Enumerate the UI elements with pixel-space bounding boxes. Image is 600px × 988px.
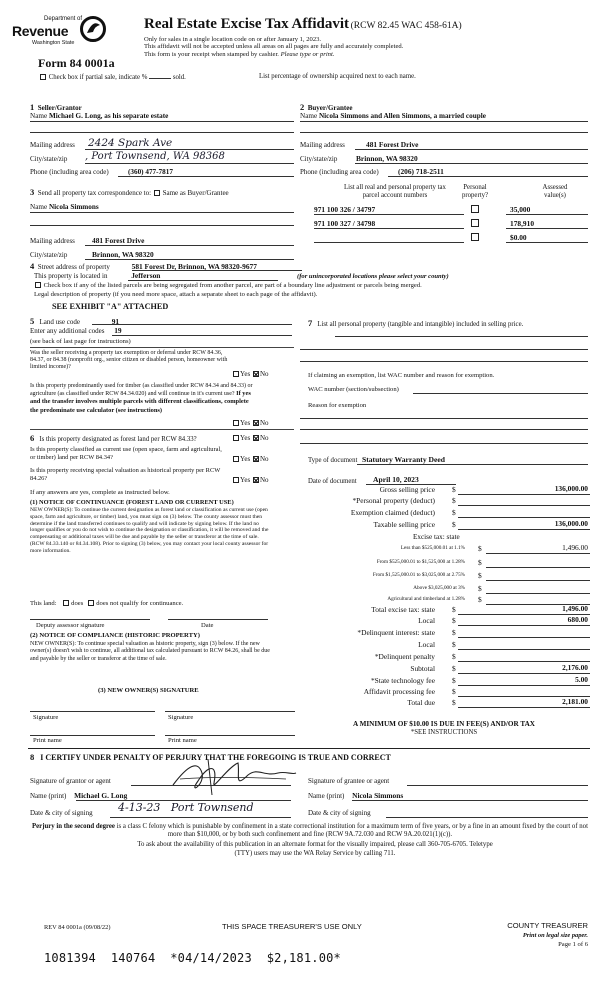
partial-sale-checkbox[interactable] <box>40 74 46 80</box>
historic-yes-checkbox[interactable] <box>233 477 239 483</box>
excise-state-label: Excise tax: state <box>413 533 460 541</box>
personal-property-checkbox[interactable] <box>471 205 479 213</box>
notice-compliance-title: (2) NOTICE OF COMPLIANCE (HISTORIC PROPERTY) <box>30 632 200 639</box>
legal-note: Legal description of property (if you need more space, attach a separate sheet to each page of the affidavit). <box>34 291 318 298</box>
historic-no-checkbox[interactable] <box>253 477 259 483</box>
form-title-rcw: (RCW 82.45 WAC 458-61A) <box>350 21 462 31</box>
treasurer-stamp: 1081394 140764 *04/14/2023 $2,181.00* <box>44 951 341 965</box>
timber-no-checkbox[interactable] <box>253 420 259 426</box>
print-legal-note: Print on legal size paper. <box>522 932 588 939</box>
personal-property-checkbox[interactable] <box>471 233 479 241</box>
if-yes-note: If any answers are yes, complete as instructed below. <box>30 489 170 496</box>
agency-logo <box>10 14 132 54</box>
exemption-no-checkbox[interactable] <box>253 371 259 377</box>
exemption-answer: Yes No <box>232 370 269 378</box>
grantee-date-row: Date & city of signing <box>308 809 371 817</box>
wac-label: WAC number (section/subsection) <box>308 386 399 393</box>
partial-sale-sold: sold. <box>172 74 186 81</box>
seller-city-label: City/state/zip <box>30 155 68 163</box>
exemption-yes-checkbox[interactable] <box>233 371 239 377</box>
buyer-name[interactable]: Nicola Simmons and Allen Simmons, a married couple <box>318 112 486 120</box>
owner-signature-label-2: Signature <box>168 714 194 721</box>
see-back-note: (see back of last page for instructions) <box>30 338 131 345</box>
document-date-label: Date of document <box>308 478 357 485</box>
correspondence-city-label: City/state/zip <box>30 251 68 259</box>
historic-question: Is this property receiving special valuation as historical property per RCW 84.26? <box>30 467 221 482</box>
grantor-date-row: Date & city of signing <box>30 809 93 817</box>
fee-local: Local $ 680.00 <box>418 615 588 625</box>
buyer-phone-label: Phone (including area code) <box>300 168 379 176</box>
buyer-city-label: City/state/zip <box>300 155 338 163</box>
does-not-qualify-checkbox[interactable] <box>88 600 94 606</box>
grantor-name[interactable]: Michael G. Long <box>74 791 128 800</box>
fee-taxable-value[interactable]: 136,000.00 <box>554 519 588 529</box>
seller-mailing-label: Mailing address <box>30 141 75 149</box>
ownership-note: List percentage of ownership acquired next to each name. <box>259 73 416 80</box>
correspondence-mailing-label: Mailing address <box>30 237 75 245</box>
sig-grantee-label: Signature of grantee or agent <box>308 777 390 785</box>
fee-penalty: *Delinquent penalty $ <box>300 653 590 662</box>
seller-phone[interactable]: (360) 477-7817 <box>128 168 173 176</box>
current-use-no-checkbox[interactable] <box>253 456 259 462</box>
fee-tech-value[interactable]: 5.00 <box>575 675 588 685</box>
fee-total-due-value[interactable]: 2,181.00 <box>562 697 588 707</box>
correspondence-name-row: Name Nicola Simmons <box>30 203 99 211</box>
grantor-signature-mark[interactable] <box>168 755 298 800</box>
exemption-question: Was the seller receiving a property tax exemption or deferral under RCW 84.36, 84.37, or 84.38 (nonprofit org., senior citizen or disabled person, homeowner with limited income)? <box>30 350 228 371</box>
note-3-italic: Please type or print. <box>280 51 335 59</box>
document-type[interactable]: Statutory Warranty Deed <box>362 455 445 464</box>
rev-number: REV 84 0001a (09/08/22) <box>44 924 111 931</box>
grantor-date-city[interactable]: 4-13-23 Port Townsend <box>118 801 254 814</box>
grantor-name-row: Name (print) Michael G. Long <box>30 791 128 800</box>
personal-property-text: 7 List all personal property (tangible and intangible) included in selling price. <box>308 318 524 328</box>
form-title: Real Estate Excise Tax Affidavit <box>144 16 349 32</box>
correspondence-name[interactable]: Nicola Simmons <box>48 203 99 211</box>
fee-taxable: Taxable selling price $ 136,000.00 <box>373 519 588 529</box>
property-county[interactable]: Jefferson <box>131 271 161 280</box>
seller-phone-label: Phone (including area code) <box>30 168 109 176</box>
owner-signature-label: Signature <box>33 714 59 721</box>
fee-personal: *Personal property (deduct) $ <box>300 497 590 506</box>
legal-exhibit[interactable]: SEE EXHIBIT "A" ATTACHED <box>52 302 169 311</box>
this-land-row: This land: does does not qualify for continuance. <box>30 600 184 607</box>
seller-mailing[interactable]: 2424 Spark Ave <box>88 137 173 149</box>
seller-heading: 1 Seller/Grantor <box>30 102 82 112</box>
buyer-mailing[interactable]: 481 Forest Drive <box>366 140 419 149</box>
fee-bracket-5: Agricultural and timberland at 1.28% $ <box>300 596 590 605</box>
buyer-phone[interactable]: (206) 718-2511 <box>398 167 444 176</box>
fee-bracket-4: Above $3,025,000 at 3% $ <box>300 585 590 594</box>
current-use-yes-checkbox[interactable] <box>233 456 239 462</box>
partial-sale-row <box>39 73 186 82</box>
form-number: Form 84 0001a <box>38 56 115 70</box>
fee-bracket-2: From $525,000.01 to $1,525,000 at 1.28% $ <box>300 559 590 568</box>
forest-answer: Yes No <box>232 434 269 442</box>
document-type-label: Type of document <box>308 457 358 464</box>
notice-continuance-text: NEW OWNER(S): To continue the current designation as forest land or classification as current use (open space, farm and agriculture, or timber) land, you must sign on (3) below. The county assessor must then determine if the land transferred continues to qualify and will indicate by signing below. If the land no longer qualifies or you do not wish to continue the designation or classification, it will be removed and the compensating or additional taxes will be due and payable by the seller or transferor at the time of sale. (RCW 84.33.140 or 84.34.108). Prior to signing (3) below, you may contact your local county assessor for more information. <box>30 507 269 554</box>
new-owner-signature-title: (3) NEW OWNER(S) SIGNATURE <box>98 687 199 694</box>
land-use-row: 5 Land use code 91 <box>30 316 120 326</box>
segregated-checkbox[interactable] <box>35 282 41 288</box>
fee-bracket-1: Less than $525,000.01 at 1.1% $ 1,496.00 <box>400 543 588 553</box>
seller-name-row: Name Michael G. Long, as his separate estate <box>30 112 169 120</box>
deputy-date-label: Date <box>201 622 214 629</box>
perjury-notice: Perjury in the second degree is a class C felony which is punishable by confinement in a state correctional institution for a maximum term of five years, or by a fine in an amount fixed by the court of not more than $10,000, or by both such confinement and fine (RCW 9A.72.030 and RCW 9A.20.021(1)(c)). <box>32 823 588 839</box>
seller-name[interactable]: Michael G. Long, as his separate estate <box>48 112 169 120</box>
forest-no-checkbox[interactable] <box>253 435 259 441</box>
assessed-heading: Assessed value(s) <box>542 184 568 200</box>
exemption-text: If claiming an exemption, list WAC number and reason for exemption. <box>308 372 495 379</box>
additional-codes-row: Enter any additional codes 19 <box>30 326 122 335</box>
certify-statement: 8 I CERTIFY UNDER PENALTY OF PERJURY THAT THE FOREGOING IS TRUE AND CORRECT <box>30 752 391 762</box>
fee-tech: *State technology fee $ 5.00 <box>370 675 588 685</box>
buyer-city[interactable]: Brinnon, WA 98320 <box>356 154 418 163</box>
fee-delinquent-local: Local $ <box>300 641 590 650</box>
seller-city[interactable]: , Port Townsend, WA 98368 <box>85 151 225 162</box>
same-as-buyer-checkbox[interactable] <box>154 190 160 196</box>
segregated-row: Check box if any of the listed parcels are being segregated from another parcel, are part of a boundary line adjustment or parcels being merged. <box>34 282 422 290</box>
land-use-code[interactable]: 91 <box>111 317 120 326</box>
current-use-question: Is this property classified as current use (open space, farm and agricultural, or timber) land per RCW 84.34? <box>30 446 222 461</box>
unincorporated-note: (for unincorporated locations please select your county) <box>297 273 449 280</box>
street-row: 4 Street address of property 581 Forest Dr, Brinnon, WA 98320-9677 <box>30 261 257 271</box>
parcel-heading: List all real and personal property tax parcel account numbers <box>344 184 446 200</box>
agency-line1: Department of <box>44 16 83 22</box>
grantee-name-row: Name (print) Nicola Simmons <box>308 791 404 800</box>
located-row: This property is located in Jefferson <box>34 271 161 280</box>
correspondence-mailing[interactable]: 481 Forest Drive <box>92 236 145 245</box>
note-2: This affidavit will not be accepted unless all areas on all pages are fully and accurately completed. <box>144 43 404 51</box>
agency-name: Revenue <box>12 23 69 39</box>
correspondence-city[interactable]: Brinnon, WA 98320 <box>92 250 154 259</box>
note-3: This form is your receipt when stamped by cashier. <box>144 51 279 59</box>
personal-heading: Personal property? <box>461 184 489 200</box>
historic-answer: Yes No <box>232 476 269 484</box>
page-number: Page 1 of 6 <box>558 941 588 948</box>
parcel-row <box>314 219 588 231</box>
buyer-heading: 2 Buyer/Grantee <box>300 102 353 112</box>
parcel-row <box>314 233 588 245</box>
fee-delinquent-state: *Delinquent interest: state $ <box>300 629 590 638</box>
personal-property-checkbox[interactable] <box>471 219 479 227</box>
parcel-value[interactable]: $0.00 <box>510 233 527 242</box>
treasurer-space: THIS SPACE TREASURER'S USE ONLY <box>222 922 362 931</box>
forest-yes-checkbox[interactable] <box>233 435 239 441</box>
parcel-value[interactable]: 35,000 <box>510 205 531 214</box>
wa-seal-icon <box>80 16 106 42</box>
does-qualify-checkbox[interactable] <box>63 600 69 606</box>
timber-yes-checkbox[interactable] <box>233 420 239 426</box>
minimum-due-note: A MINIMUM OF $10.00 IS DUE IN FEE(S) AND/OR TAX <box>353 720 535 728</box>
fee-total-state: Total excise tax: state $ 1,496.00 <box>371 604 588 614</box>
fee-local-value[interactable]: 680.00 <box>567 615 588 625</box>
parcel-account[interactable]: 971 100 326 / 34797 <box>314 205 376 214</box>
timber-answer: Yes No <box>232 419 269 427</box>
partial-sale-label: Check box if partial sale, indicate % <box>48 74 148 81</box>
owner-print-name-label: Print name <box>33 737 62 744</box>
partial-sale-percent-field[interactable] <box>149 73 171 79</box>
current-use-answer: Yes No <box>232 455 269 463</box>
parcel-row <box>314 205 588 217</box>
parcel-account[interactable]: 971 100 327 / 34798 <box>314 219 376 228</box>
notice-compliance-text: NEW OWNER(S): To continue special valuation as historic property, sign (3) below. If the new owner(s) doesn't wish to continue, all additional tax calculated pursuant to RCW 84.26, shall be due and payable by the seller or transferor at the time of sale. <box>30 641 270 662</box>
document-date[interactable]: April 10, 2023 <box>373 475 419 484</box>
fee-total-due: Total due $ 2,181.00 <box>407 697 588 707</box>
fee-bracket-3: From $1,525,000.01 to $3,025,000 at 2.75% $ <box>300 572 590 581</box>
fee-processing: Affidavit processing fee $ <box>300 688 590 697</box>
parcel-value[interactable]: 178,910 <box>510 219 535 228</box>
fee-subtotal-value[interactable]: 2,176.00 <box>562 663 588 673</box>
agency-line2: Washington State <box>32 40 75 46</box>
reason-label: Reason for exemption <box>308 402 367 409</box>
notice-continuance-title: (1) NOTICE OF CONTINUANCE (FOREST LAND OR CURRENT USE) <box>30 499 234 506</box>
buyer-name-row: Name Nicola Simmons and Allen Simmons, a married couple <box>300 112 486 120</box>
county-treasurer: COUNTY TREASURER <box>507 921 588 930</box>
forest-question: 6 Is this property designated as forest land per RCW 84.33? <box>30 433 197 443</box>
additional-codes[interactable]: 19 <box>114 326 122 335</box>
alt-format-note: To ask about the availability of this publication in an alternate format for the visually impaired, please call 360-705-6705. Teletype (TTY) users may use the WA Relay Service by calling 711. <box>137 841 493 857</box>
fee-subtotal: Subtotal $ 2,176.00 <box>410 663 588 673</box>
buyer-mailing-label: Mailing address <box>300 141 345 149</box>
correspondence-row: 3 Send all property tax correspondence to: Same as Buyer/Grantee <box>30 187 229 197</box>
grantee-name[interactable]: Nicola Simmons <box>352 791 404 800</box>
timber-question: Is this property predominantly used for timber (as classified under RCW 84.34 and 84.33) or agriculture (as classified under RCW 84.34.020) and will continue in it's current use? If yes and the transfer involves multiple parcels with different classifications, complete the predominate use calculator (see instructions) <box>30 383 253 414</box>
property-street[interactable]: 581 Forest Dr, Brinnon, WA 98320-9677 <box>131 262 257 271</box>
see-instructions-note: *SEE INSTRUCTIONS <box>410 729 478 736</box>
form-title-block <box>144 16 594 59</box>
fee-bracket-1-value[interactable]: 1,496.00 <box>562 543 588 553</box>
owner-print-name-label-2: Print name <box>168 737 197 744</box>
note-1: Only for sales in a single location code on or after January 1, 2023. <box>144 35 322 43</box>
fee-gross: Gross selling price $ 136,000.00 <box>379 484 588 494</box>
fee-total-state-value[interactable]: 1,496.00 <box>562 604 588 614</box>
fee-exemption: Exemption claimed (deduct) $ <box>300 509 590 518</box>
fee-gross-value[interactable]: 136,000.00 <box>554 484 588 494</box>
deputy-assessor-label: Deputy assessor signature <box>36 622 105 629</box>
sig-grantor-label: Signature of grantor or agent <box>30 777 111 785</box>
